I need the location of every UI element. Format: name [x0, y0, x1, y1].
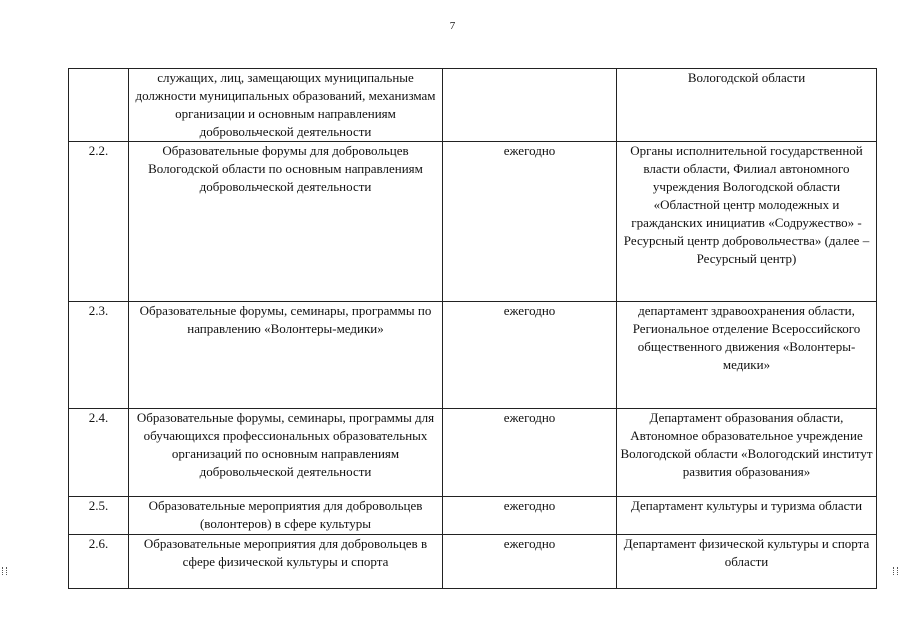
activity-name: Образовательные форумы, семинары, программы по направлению «Волонтеры-медики» [129, 302, 443, 409]
responsible-party: Департамент физической культуры и спорта области [617, 535, 877, 589]
activity-term: ежегодно [443, 497, 617, 535]
scan-edge-mark-left [2, 567, 7, 575]
activity-term: ежегодно [443, 142, 617, 302]
activity-name: Образовательные форумы, семинары, программы для обучающихся профессиональных образовательных организаций по основным направлениям добровольческой деятельности [129, 409, 443, 497]
responsible-party: Вологодской области [617, 69, 877, 142]
row-number: 2.2. [69, 142, 129, 302]
row-number: 2.5. [69, 497, 129, 535]
page-number: 7 [449, 20, 456, 32]
row-number: 2.3. [69, 302, 129, 409]
activity-name: служащих, лиц, замещающих муниципальные должности муниципальных образований, механизмам организации и основным направлениям добровольческой деятельности [129, 69, 443, 142]
table-row [69, 302, 877, 409]
activities-table [68, 68, 877, 589]
table-row [69, 142, 877, 302]
table-row [69, 409, 877, 497]
scan-edge-mark-right [893, 567, 898, 575]
row-number [69, 69, 129, 142]
activity-name: Образовательные форумы для добровольцев Вологодской области по основным направлениям добровольческой деятельности [129, 142, 443, 302]
activity-term: ежегодно [443, 535, 617, 589]
row-number: 2.6. [69, 535, 129, 589]
table-row [69, 69, 877, 142]
activity-term: ежегодно [443, 409, 617, 497]
responsible-party: Органы исполнительной государственной власти области, Филиал автономного учреждения Вологодской области «Областной центр молодежных и гражданских инициатив «Содружество» - Ресурсный центр добровольчества» (далее – Ресурсный центр) [617, 142, 877, 302]
row-number: 2.4. [69, 409, 129, 497]
responsible-party: департамент здравоохранения области, Региональное отделение Всероссийского общественного движения «Волонтеры-медики» [617, 302, 877, 409]
table-row [69, 535, 877, 589]
activity-term [443, 69, 617, 142]
responsible-party: Департамент культуры и туризма области [617, 497, 877, 535]
activity-name: Образовательные мероприятия для добровольцев в сфере физической культуры и спорта [129, 535, 443, 589]
activity-name: Образовательные мероприятия для добровольцев (волонтеров) в сфере культуры [129, 497, 443, 535]
activity-term: ежегодно [443, 302, 617, 409]
table-row [69, 497, 877, 535]
responsible-party: Департамент образования области, Автономное образовательное учреждение Вологодской области «Вологодский институт развития образования» [617, 409, 877, 497]
